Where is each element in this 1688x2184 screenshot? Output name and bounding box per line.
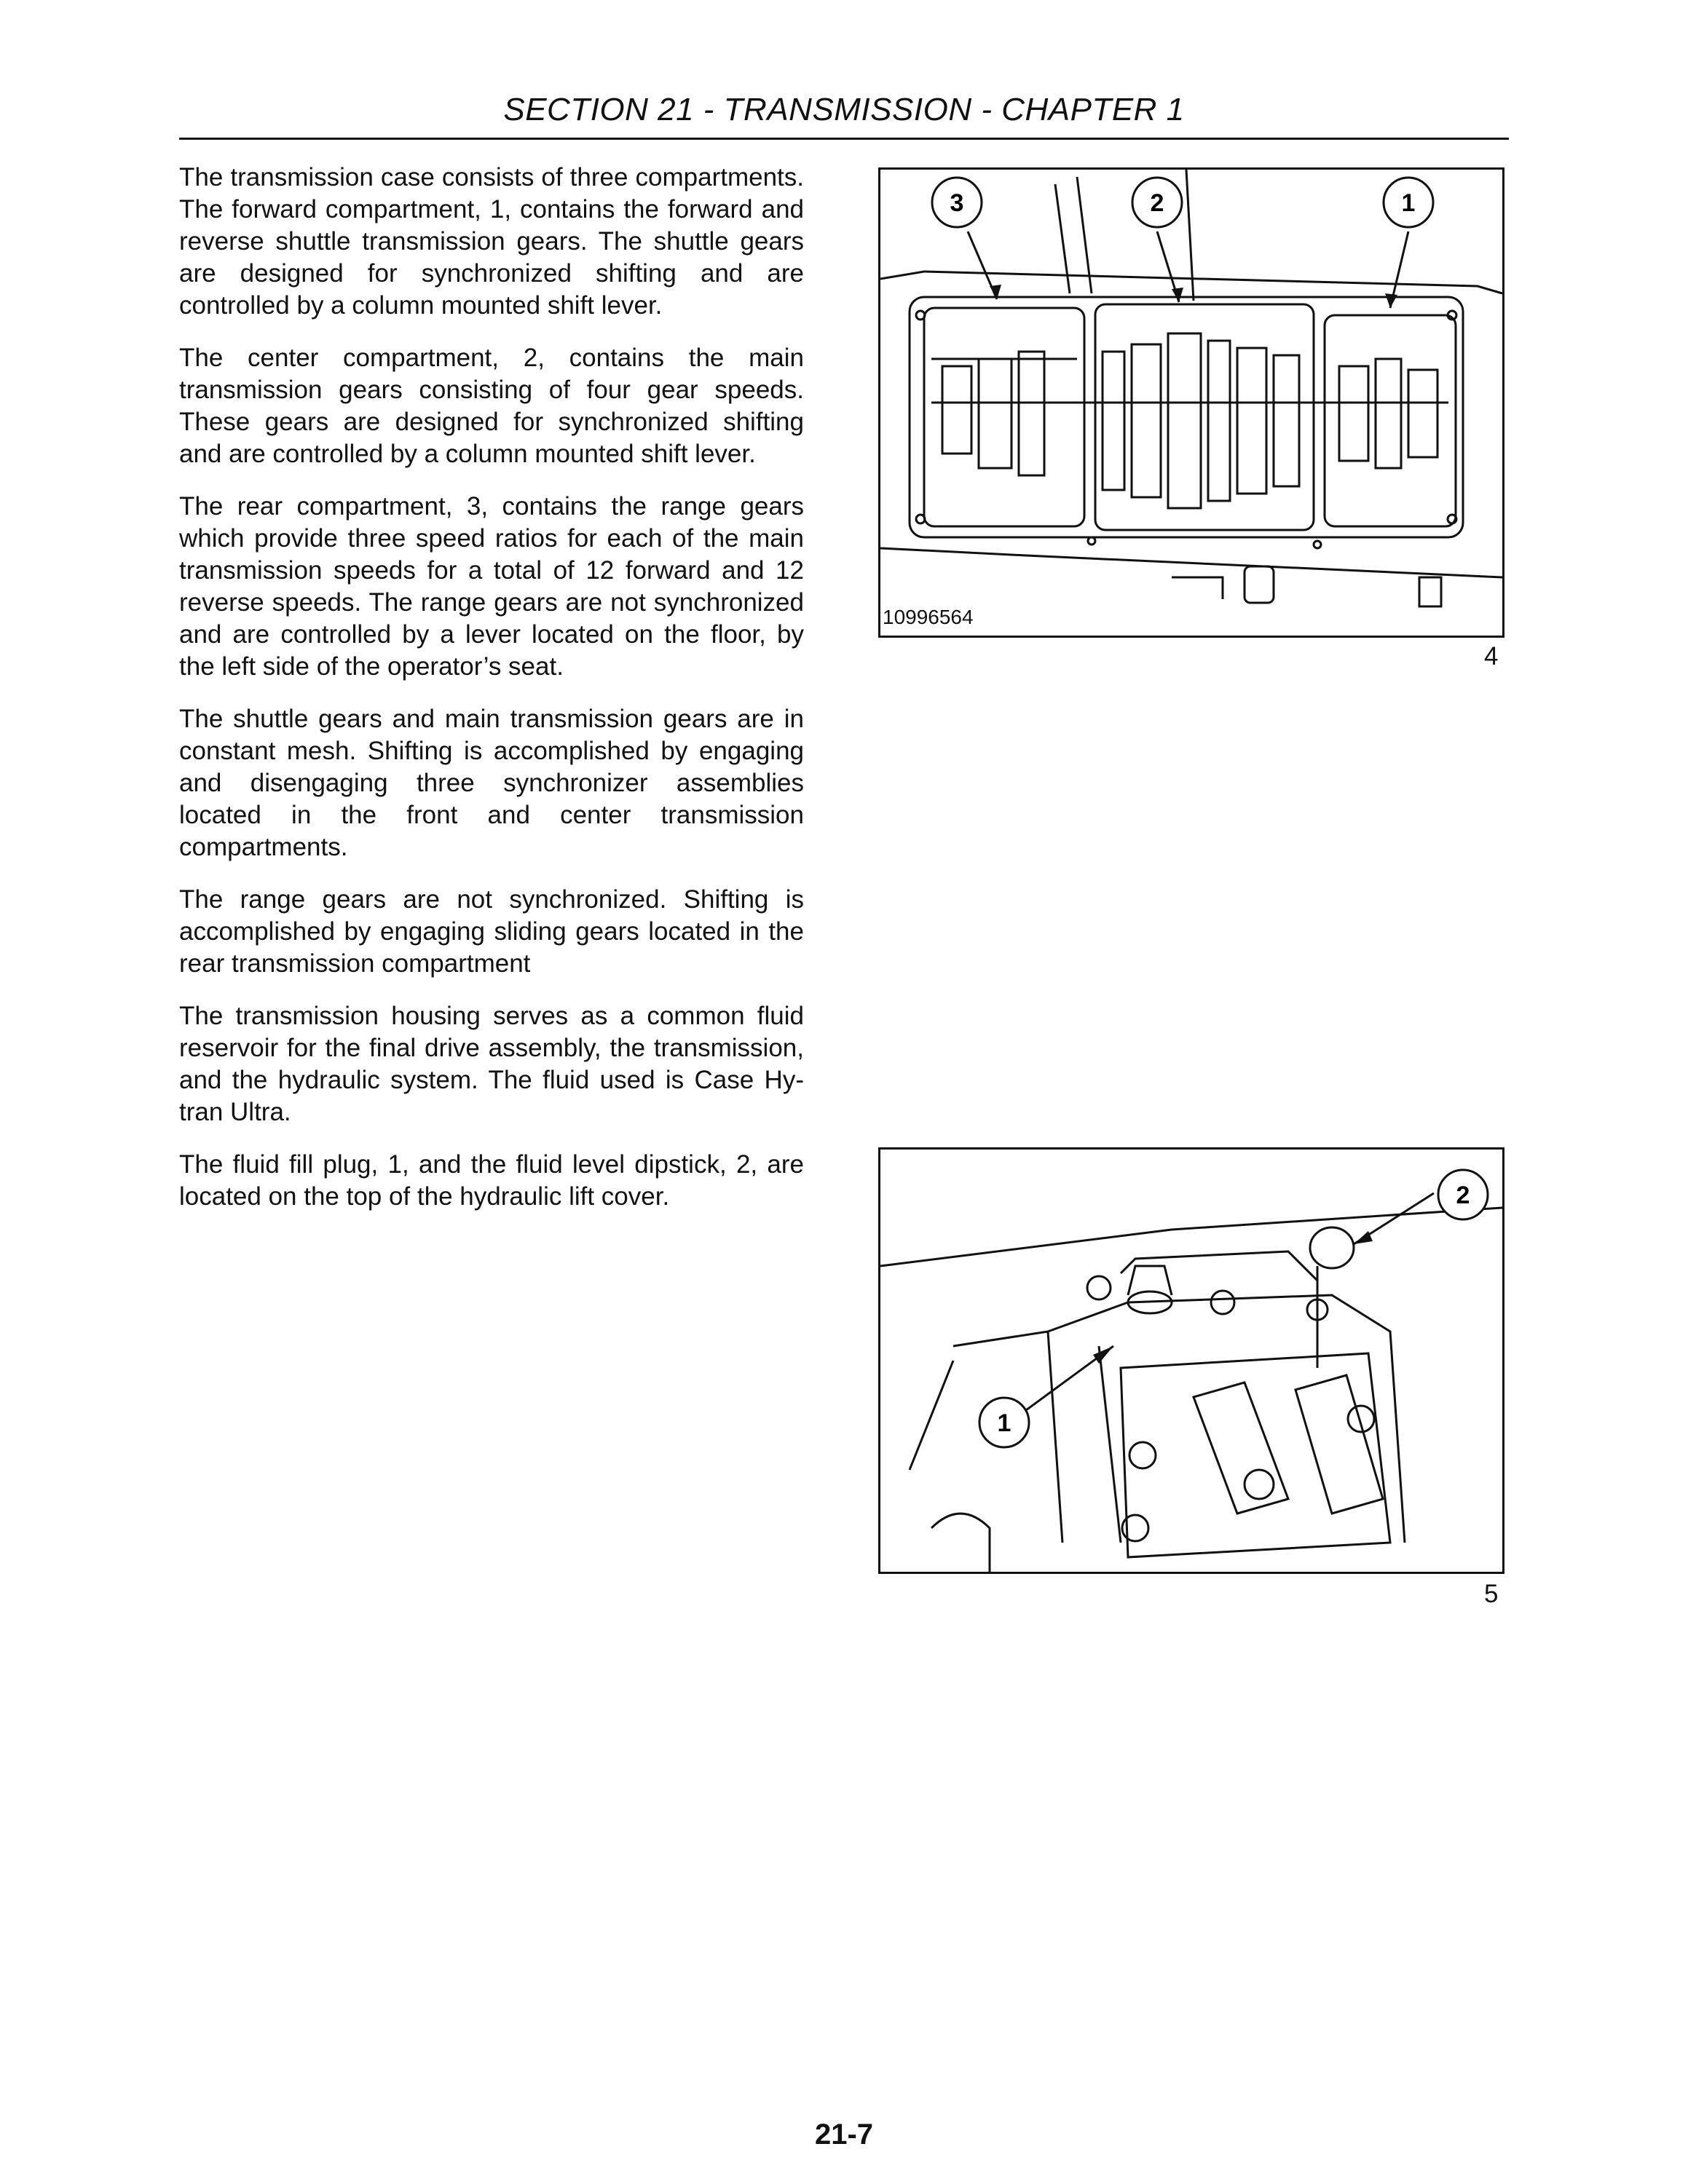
transmission-illustration <box>880 170 1502 636</box>
callout-1 <box>1384 178 1433 227</box>
figure-5-hydraulic-lift-cover <box>878 1147 1504 1574</box>
page-number: 21-7 <box>814 2118 874 2151</box>
svg-text:1: 1 <box>997 1409 1011 1437</box>
lift-cover-illustration <box>880 1150 1502 1572</box>
paragraph-5: The range gears are not synchronized. Shifting is accomplished by engaging sliding gears located in the rear transmission compartment <box>179 885 804 978</box>
figure-4-code: 10996564 <box>883 606 974 628</box>
callout-3 <box>932 178 982 227</box>
paragraph-1: The transmission case consists of three compartments. The forward compartment, 1, contains the forward and reverse shuttle transmission gears. The shuttle gears are designed for synchronized shifting and are controlled by a column mounted shift lever. <box>179 163 804 320</box>
svg-text:1: 1 <box>1401 189 1416 217</box>
figure-4-transmission-compartments <box>878 167 1504 638</box>
svg-text:3: 3 <box>950 189 964 217</box>
paragraph-2: The center compartment, 2, contains the main transmission gears consisting of four gear speeds. These gears are designed for synchronized shifting and are controlled by a column mounted shift lever. <box>179 344 804 468</box>
callout-2 <box>1132 178 1182 227</box>
paragraph-6: The transmission housing serves as a common fluid reservoir for the final drive assembly, the transmission, and the hydraulic system. The fluid used is Case Hy-tran Ultra. <box>179 1002 804 1126</box>
callout-1 <box>979 1398 1029 1447</box>
paragraph-4: The shuttle gears and main transmission gears are in constant mesh. Shifting is accomplished by engaging and disengaging three synchronizer assemblies located in the front and center transmission compartments. <box>179 705 804 861</box>
body-text <box>179 162 804 1233</box>
svg-text:2: 2 <box>1150 189 1164 217</box>
paragraph-7: The fluid fill plug, 1, and the fluid level dipstick, 2, are located on the top of the hydraulic lift cover. <box>179 1150 804 1211</box>
section-header: SECTION 21 - TRANSMISSION - CHAPTER 1 <box>503 92 1185 127</box>
header-rule <box>179 138 1509 140</box>
figure-5-number: 5 <box>1484 1580 1499 1608</box>
callout-2 <box>1438 1170 1488 1219</box>
figure-4-number: 4 <box>1484 642 1499 670</box>
svg-text:2: 2 <box>1456 1182 1470 1209</box>
paragraph-3: The rear compartment, 3, contains the range gears which provide three speed ratios for each of the main transmission speeds for a total of 12 forward and 12 reverse speeds. The range gears are not synchronized and are controlled by a lever located on the floor, by the left side of the operator’s seat. <box>179 492 804 681</box>
